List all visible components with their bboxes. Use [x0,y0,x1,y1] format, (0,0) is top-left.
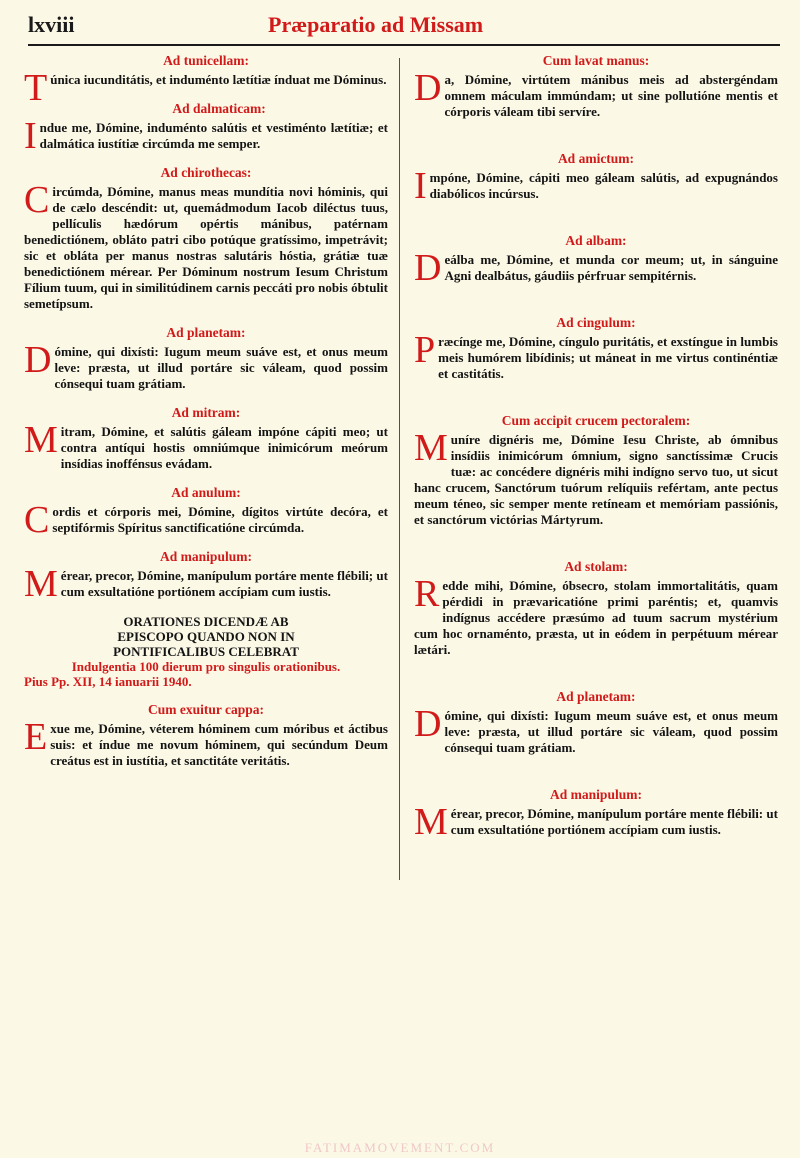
orationes-line: ORATIONES DICENDÆ AB [123,614,289,629]
prayer-heading: Cum accipit crucem pectoralem: [501,413,691,428]
prayer-text [24,716,388,769]
prayer-text [414,703,778,756]
prayer-text [24,563,388,605]
prayer-text [24,115,388,157]
prayer-heading: Ad anulum: [171,485,241,500]
prayer-heading: Ad manipulum: [550,787,642,802]
prayer-section [414,52,778,120]
prayer-body: edde mihi, Dómine, óbsecro, stolam immortalitátis, quam pérdidi in prævaricatióne primi paréntis; et, quamvis indígnus accédere præsúmo ad tuum sacrum mystérium cum hoc ornaménto, præsta, ut in eódem in perpétuum mérear lætári. [414,578,778,657]
prayer-heading: Ad amictum: [557,151,635,166]
prayer-text [414,573,778,658]
prayer-body: ómine, qui dixísti: Iugum meum suáve est, et onus meum leve: præsta, ut illud portáre sic váleam, quod possim cónsequi tuam grátiam. [444,708,778,755]
prayer-body: a, Dómine, virtútem mánibus meis ad abstergéndam omnem máculam immúndam; ut sine pollutióne mentis et córporis váleam tibi servíre. [444,72,778,119]
prayer-text [414,67,778,120]
drop-cap: I [24,115,37,157]
prayer-section [24,701,388,769]
watermark: FATIMAMOVEMENT.COM [304,1140,496,1155]
drop-cap: I [414,165,427,207]
prayer-text [24,339,388,392]
prayer-body: mpóne, Dómine, cápiti meo gáleam salútis, ad expugnándos diabólicos incúrsus. [429,170,778,201]
prayer-section [414,314,778,382]
drop-cap: R [414,573,440,615]
prayer-body: única iucunditátis, et induménto lætítiæ índuat me Dóminus. [50,72,387,87]
drop-cap: D [414,247,442,289]
prayer-section [414,786,778,843]
prayer-heading: Ad stolam: [564,559,628,574]
prayer-section [24,324,388,392]
prayer-text [414,165,778,207]
prayer-heading: Ad albam: [565,233,627,248]
prayer-text [414,801,778,843]
drop-cap: E [24,716,48,758]
drop-cap: M [24,563,58,605]
drop-cap: T [24,67,48,109]
prayer-section [414,558,778,658]
prayer-heading: Ad dalmaticam: [172,101,266,116]
prayer-body: uníre dignéris me, Dómine Iesu Christe, ab ómnibus insídiis inimicórum ómnium, signo sanctíssimæ Crucis tuæ: ac concédere dignéris mihi indígno servo tuo, ut sicut hanc crucem, Sanctórum tuórum relíquiis refértam, ante pectus meum téneo, sic semper mente retíneam et memóriam passiónis, et sanctórum victórias Mártyrum. [414,432,778,527]
column-divider [399,58,400,880]
prayer-heading: Ad chirothecas: [160,165,252,180]
prayer-body: ræcínge me, Dómine, cíngulo puritátis, et exstíngue in lumbis meis humórem libídinis; ut máneat in me virtus continéntiæ et castitátis. [438,334,778,381]
right-column [414,52,778,843]
orationes-block [24,614,388,689]
prayer-section [414,412,778,528]
prayer-section [414,232,778,289]
prayer-heading: Ad planetam: [556,689,636,704]
prayer-body: ircúmda, Dómine, manus meas mundítia novi hóminis, qui de cælo descéndit: ut, quemádmodum Iacob diléctus tuus, pellículis hædórum opértis mánibus, patérnam benedictiónem, obláto patri cibo potúque gratíssimo, impetrávit; sic et obláta per manus nostras salutáris hóstia, grátiæ tuæ benedictiónem mérear. Per Dóminum nostrum Iesum Christum Fílium tuum, qui in similitúdinem carnis peccáti pro nobis óbtulit semetípsum. [24,184,388,311]
prayer-heading: Ad mitram: [171,405,241,420]
left-column [24,52,388,769]
prayer-text [24,419,388,472]
drop-cap: D [414,703,442,745]
prayer-section [24,164,388,312]
drop-cap: D [24,339,52,381]
drop-cap: C [24,179,50,221]
prayer-section [24,548,388,605]
prayer-section [24,100,388,157]
page-header [28,10,780,46]
drop-cap: D [414,67,442,109]
prayer-heading: Ad manipulum: [160,549,252,564]
drop-cap: M [24,419,58,461]
prayer-heading: Cum exuitur cappa: [147,702,264,717]
prayer-text [414,329,778,382]
drop-cap: M [414,801,448,843]
prayer-text [24,179,388,312]
prayer-section [24,484,388,541]
prayer-body: ordis et córporis mei, Dómine, dígitos virtúte decóra, et septifórmis Spíritus sanctificatióne circúmda. [52,504,388,535]
prayer-body: ómine, qui dixísti: Iugum meum suáve est, et onus meum leve: præsta, ut illud portáre sic váleam, quod possim cónsequi tuam grátiam. [54,344,388,391]
prayer-body: érear, precor, Dómine, manípulum portáre mente flébili: ut cum exsultatióne portiónem accípiam cum iustis. [450,806,778,837]
prayer-text [24,499,388,541]
prayer-heading: Ad cingulum: [556,315,636,330]
prayer-heading: Cum lavat manus: [542,53,650,68]
prayer-body: xue me, Dómine, véterem hóminem cum móribus et áctibus suis: et índue me novum hóminem, qui secúndum Deum creátus est in iustítia, et sanctitáte veritátis. [50,721,388,768]
prayer-heading: Ad planetam: [166,325,246,340]
prayer-heading: Ad tunicellam: [163,53,249,68]
prayer-text [414,247,778,289]
orationes-line: PONTIFICALIBUS CELEBRAT [113,644,299,659]
page-title: Præparatio ad Missam [268,12,484,37]
drop-cap: M [414,427,448,469]
pius-note: Pius Pp. XII, 14 ianuarii 1940. [24,674,192,689]
prayer-section [414,150,778,207]
prayer-section [414,688,778,756]
prayer-body: eálba me, Dómine, et munda cor meum; ut, in sánguine Agni dealbátus, gáudiis pérfruar sempitérnis. [444,252,778,283]
prayer-body: érear, precor, Dómine, manípulum portáre mente flébili; ut cum exsultatióne portiónem accípiam cum iustis. [60,568,388,599]
orationes-line: EPISCOPO QUANDO NON IN [117,629,295,644]
page-number: lxviii [28,12,75,37]
drop-cap: P [414,329,436,371]
prayer-section [24,404,388,472]
prayer-body: ndue me, Dómine, induménto salútis et vestiménto lætítiæ; et dalmática iustítiæ circúmda me semper. [39,120,388,151]
prayer-text [414,427,778,528]
prayer-body: itram, Dómine, et salútis gáleam impóne cápiti meo; ut contra antíqui hostis omniúmque inimicórum meórum insídias inoffénsus evádam. [60,424,388,471]
indulgentia-note: Indulgentia 100 dierum pro singulis orationibus. [71,659,341,674]
drop-cap: C [24,499,50,541]
